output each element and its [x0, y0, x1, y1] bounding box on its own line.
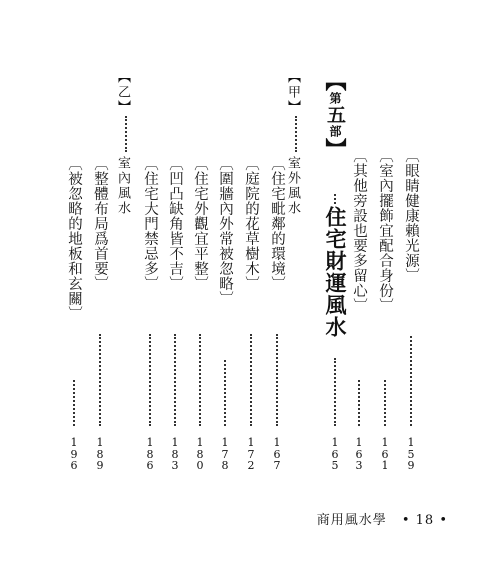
part-label: 【第五部】	[323, 70, 348, 160]
toc-entry-page: 1 6 3	[355, 436, 363, 472]
toc-entry-title: 〔住宅大門禁忌多〕	[142, 156, 158, 291]
toc-entry-title: 〔凹凸缺角皆不吉〕	[167, 156, 183, 291]
section-a-bracket: 【甲】	[285, 70, 300, 115]
toc-entry-leader	[174, 334, 176, 426]
toc-entry-leader	[199, 334, 201, 426]
toc-entry-leader	[73, 380, 75, 426]
toc-entry-leader	[276, 334, 278, 426]
section-a-title: 室外風水	[285, 156, 300, 216]
toc-entry-leader	[250, 334, 252, 426]
toc-entry-page: 1 8 9	[96, 436, 104, 472]
toc-entry-page: 1 8 0	[196, 436, 204, 472]
toc-entry-page: 1 7 8	[221, 436, 229, 472]
section-a-leader	[295, 116, 297, 152]
toc-entry-title: 〔其他旁設也要多留心〕	[351, 148, 367, 313]
toc-entry-title: 〔圍牆內外常被忽略〕	[217, 156, 233, 306]
toc-entry-title: 〔庭院的花草樹木〕	[243, 156, 259, 291]
section-b-bracket: 【乙】	[115, 70, 130, 115]
toc-entry-leader	[384, 380, 386, 426]
toc-entry-leader	[358, 380, 360, 426]
toc-entry-page: 1 5 9	[407, 436, 415, 472]
part-leader	[334, 194, 336, 204]
toc-entry-title: 〔住宅毗鄰的環境〕	[269, 156, 285, 291]
section-b-title: 室內風水	[115, 156, 130, 216]
toc-entry-page: 1 8 3	[171, 436, 179, 472]
toc-entry-page: 1 6 1	[381, 436, 389, 472]
part-title: 住宅財運風水	[323, 206, 348, 338]
toc-entry-leader	[410, 336, 412, 426]
part-title-leader	[334, 358, 336, 426]
section-b-leader	[125, 116, 127, 152]
toc-entry-page: 1 6 7	[273, 436, 281, 472]
toc-entry-page: 1 9 6	[70, 436, 78, 472]
toc-entry-leader	[224, 360, 226, 426]
footer-book-title: 商用風水學	[316, 513, 387, 528]
toc-entry-leader	[99, 334, 101, 426]
toc-entry-page: 1 7 2	[247, 436, 255, 472]
toc-entry-title: 〔室內擺飾宜配合身份〕	[377, 148, 393, 313]
toc-entry-leader	[149, 334, 151, 426]
toc-entry-title: 〔被忽略的地板和玄關〕	[66, 156, 82, 321]
page-footer	[317, 509, 448, 528]
toc-entry-title: 〔眼睛健康賴光源〕	[403, 148, 419, 283]
footer-page-number: • 18 •	[401, 513, 448, 528]
toc-entry-title: 〔整體布局爲首要〕	[92, 156, 108, 291]
toc-entry-page: 1 8 6	[146, 436, 154, 472]
part-page-number: 1 6 5	[331, 436, 339, 472]
toc-entry-title: 〔住宅外觀宜平整〕	[192, 156, 208, 291]
